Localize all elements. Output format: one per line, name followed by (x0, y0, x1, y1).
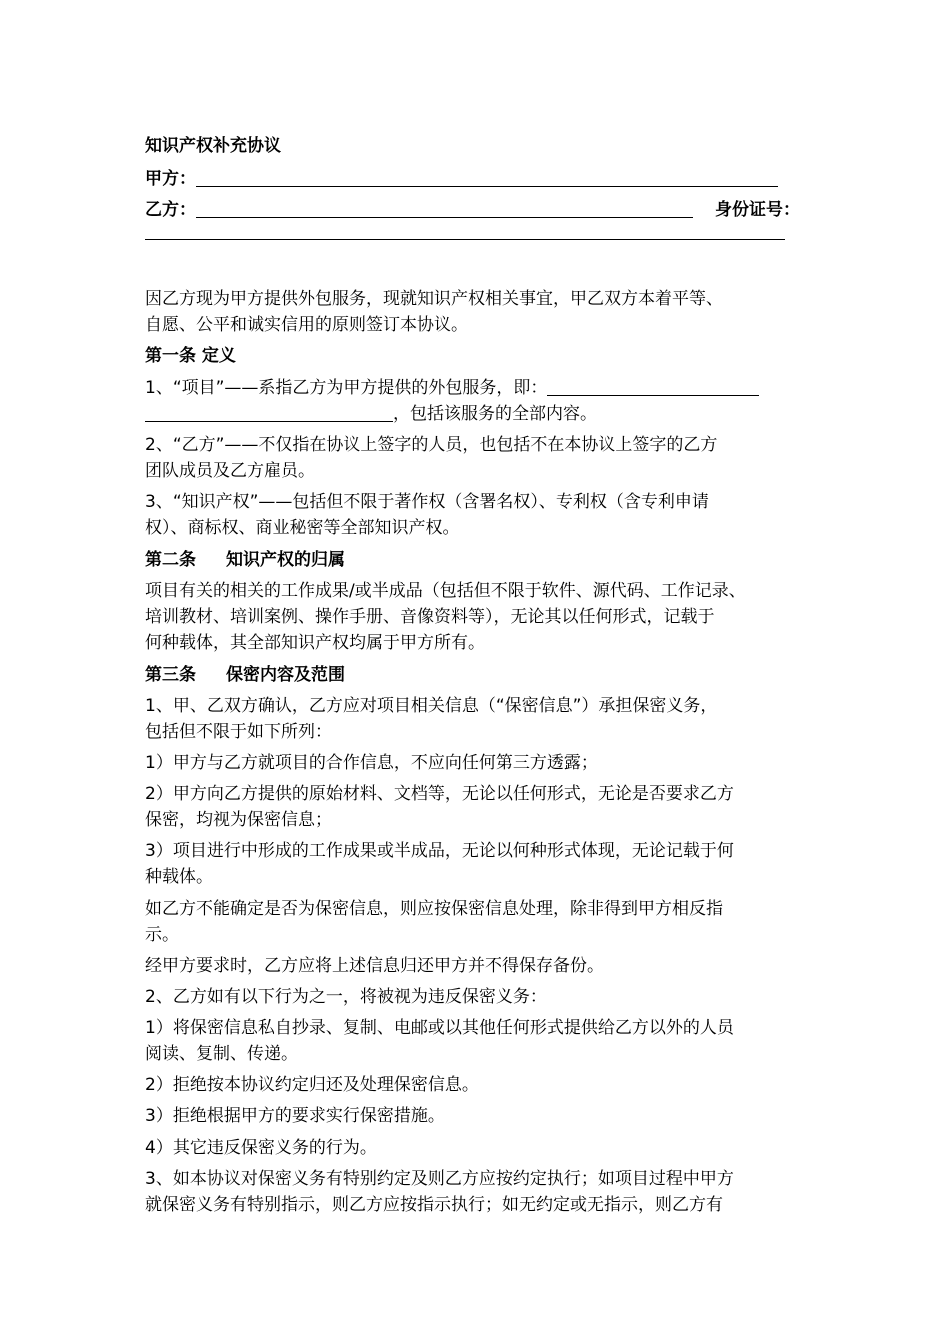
article3-p1-2-line2: 保密，均视为保密信息； (145, 810, 332, 830)
party-a-label: 甲方： (145, 169, 196, 189)
party-a-blank[interactable] (196, 168, 778, 187)
article3-p1-line1: 1、甲、乙双方确认，乙方应对项目相关信息（“保密信息”）承担保密义务， (145, 696, 718, 716)
article2-body-line2: 培训教材、培训案例、操作手册、音像资料等），无论其以任何形式，记载于 (145, 607, 715, 627)
article2-body-line1: 项目有关的相关的工作成果/或半成品（包括但不限于软件、源代码、工作记录、 (145, 581, 746, 601)
article3-p1-3-line2: 种载体。 (145, 867, 213, 887)
article1-item1-tail: ，包括该服务的全部内容。 (393, 404, 597, 424)
article2-number: 第二条 (145, 550, 196, 570)
article1-item2-line1: 2、“乙方”——不仅指在协议上签字的人员，也包括不在本协议上签字的乙方 (145, 435, 718, 455)
party-b-blank[interactable] (196, 199, 693, 218)
article3-p2-3: 3）拒绝根据甲方的要求实行保密措施。 (145, 1106, 445, 1126)
article3-p2-1-line2: 阅读、复制、传递。 (145, 1044, 298, 1064)
article1-item1-line2 (145, 403, 597, 425)
document-title: 知识产权补充协议 (145, 136, 281, 156)
party-b-line (145, 199, 800, 221)
article3-p2: 2、乙方如有以下行为之一，将被视为违反保密义务： (145, 987, 547, 1007)
article2-heading (145, 549, 345, 571)
project-blank-1[interactable] (547, 377, 759, 396)
article3-p1-line2: 包括但不限于如下所列： (145, 722, 332, 742)
article3-p2-4: 4）其它违反保密义务的行为。 (145, 1138, 377, 1158)
article3-p1-3-line1: 3）项目进行中形成的工作成果或半成品，无论以何种形式体现，无论记载于何 (145, 841, 734, 861)
intro-line-2: 自愿、公平和诚实信用的原则签订本协议。 (145, 315, 468, 335)
article3-p1-4-line1: 如乙方不能确定是否为保密信息，则应按保密信息处理，除非得到甲方相反指 (145, 899, 723, 919)
article3-heading (145, 664, 345, 686)
article1-item3-line1: 3、“知识产权”——包括但不限于著作权（含署名权）、专利权（含专利申请 (145, 492, 709, 512)
intro-line-1: 因乙方现为甲方提供外包服务，现就知识产权相关事宜，甲乙双方本着平等、 (145, 289, 723, 309)
article1-item1-line1 (145, 377, 759, 399)
project-blank-2[interactable] (145, 403, 393, 422)
article1-item2-line2: 团队成员及乙方雇员。 (145, 461, 315, 481)
article3-p2-1-line1: 1）将保密信息私自抄录、复制、电邮或以其他任何形式提供给乙方以外的人员 (145, 1018, 734, 1038)
id-number-blank[interactable] (145, 239, 785, 240)
article2-title: 知识产权的归属 (226, 550, 345, 570)
article1-heading: 第一条 定义 (145, 346, 236, 366)
article1-item3-line2: 权）、商标权、商业秘密等全部知识产权。 (145, 518, 460, 538)
article3-p3-line1: 3、如本协议对保密义务有特别约定及则乙方应按约定执行；如项目过程中甲方 (145, 1169, 734, 1189)
article3-p2-2: 2）拒绝按本协议约定归还及处理保密信息。 (145, 1075, 479, 1095)
article1-item1-text: 1、“项目”——系指乙方为甲方提供的外包服务，即： (145, 378, 548, 398)
article3-title: 保密内容及范围 (226, 665, 345, 685)
party-a-line (145, 168, 778, 190)
article2-body-line3: 何种载体，其全部知识产权均属于甲方所有。 (145, 633, 485, 653)
party-b-label: 乙方： (145, 200, 196, 220)
article3-p1-4-line2: 示。 (145, 925, 179, 945)
id-label: 身份证号： (715, 200, 800, 220)
article3-p1-5: 经甲方要求时，乙方应将上述信息归还甲方并不得保存备份。 (145, 956, 604, 976)
article3-number: 第三条 (145, 665, 196, 685)
article3-p1-1: 1）甲方与乙方就项目的合作信息，不应向任何第三方透露； (145, 753, 598, 773)
article3-p3-line2: 就保密义务有特别指示，则乙方应按指示执行；如无约定或无指示，则乙方有 (145, 1195, 723, 1215)
article3-p1-2-line1: 2）甲方向乙方提供的原始材料、文档等，无论以任何形式，无论是否要求乙方 (145, 784, 734, 804)
